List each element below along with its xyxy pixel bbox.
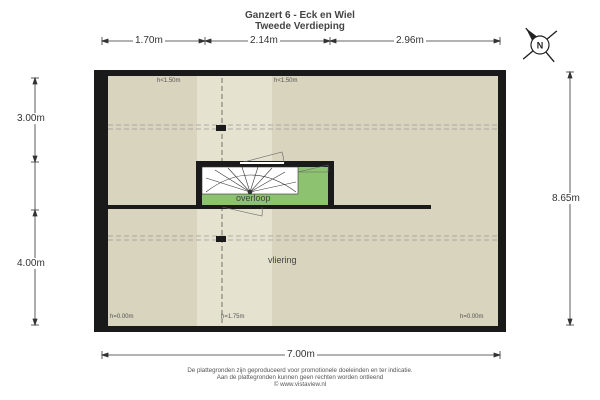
dim-left-2: 4.00m [17,258,45,269]
dim-bottom: 7.00m [287,349,315,360]
footer-disclaimer-1: De plattegronden zijn geproduceerd voor promotionele doeleinden en ter indicatie. [187,367,413,374]
dim-left-1: 3.00m [17,113,45,124]
dim-right: 8.65m [552,193,580,204]
height-label-bottom-left: h=0.00m [110,314,134,320]
height-label-top-left: h<1.50m [157,78,181,84]
footer-disclaimer-2: Aan de plattegronden kunnen geen rechten worden ontleend [216,374,384,381]
room-label-landing: overloop [236,193,271,203]
height-label-top-mid: h<1.50m [274,78,298,84]
height-label-bottom-right: h=0.00m [460,314,484,320]
ridge-post-top [216,125,226,131]
dim-top-1: 1.70m [135,35,163,46]
room-label-attic: vliering [268,255,297,265]
footer-copyright: © www.vistaview.nl [273,381,327,388]
dim-top-3: 2.96m [396,35,424,46]
ridge-post-bottom [216,236,226,242]
compass-icon [515,20,565,70]
compass-label: N [536,40,544,51]
height-label-bottom-mid: h=1.75m [221,314,245,320]
dim-top-2: 2.14m [250,35,278,46]
plan-title: Ganzert 6 - Eck en Wiel [245,10,355,21]
plan-subtitle: Tweede Verdieping [255,21,345,32]
